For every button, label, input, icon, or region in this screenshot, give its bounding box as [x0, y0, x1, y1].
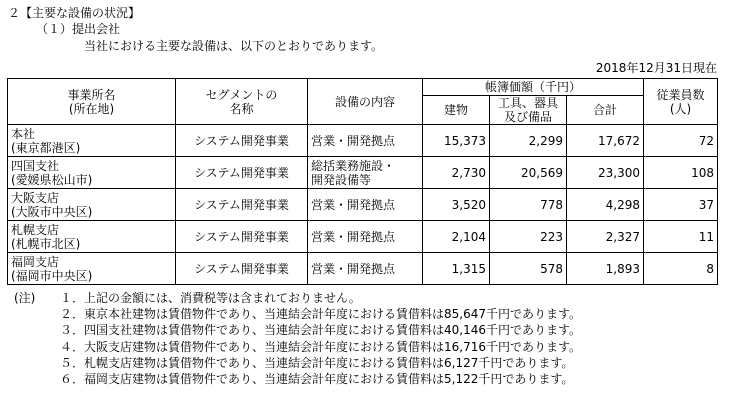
- header-segment: [176, 79, 308, 125]
- office-location: (東京都港区): [11, 140, 81, 155]
- building-value: 2,104: [423, 221, 490, 253]
- header-employees-label: 従業員数: [656, 87, 705, 102]
- building-value: 2,730: [423, 157, 490, 189]
- equipment-cell: [308, 189, 423, 221]
- note-number: ６．: [60, 371, 85, 386]
- note-text: 大阪支店建物は賃借物件であり、当連結会計年度における賃借料は16,716千円であります。: [84, 339, 582, 354]
- note-text: 四国支社建物は賃借物件であり、当連結会計年度における賃借料は40,146千円であります。: [84, 323, 582, 338]
- office-cell: [8, 253, 176, 285]
- note-text: 上記の金額には、消費税等は含まれておりません。: [84, 291, 361, 305]
- note-item: [14, 290, 581, 306]
- office-name: 本社: [11, 126, 36, 141]
- employees-value: 108: [644, 157, 718, 189]
- header-equipment: 設備の内容: [308, 79, 423, 125]
- employees-value: 8: [644, 253, 718, 285]
- intro-text: 当社における主要な設備は、以下のとおりであります。: [84, 39, 384, 53]
- table-row: [8, 157, 718, 189]
- header-segment-sub: 名称: [229, 101, 254, 116]
- equipment-line-2: 開発設備等: [311, 172, 372, 187]
- note-number: ２．: [60, 307, 85, 322]
- segment-cell: システム開発事業: [176, 221, 308, 253]
- segment-cell: システム開発事業: [176, 157, 308, 189]
- header-total: 合計: [567, 96, 644, 125]
- note-text: 福岡支店建物は賃借物件であり、当連結会計年度における賃借料は5,122千円であります。: [84, 371, 574, 386]
- office-name: 四国支社: [11, 158, 60, 173]
- as-of-date: 2018年12月31日現在: [595, 61, 717, 75]
- office-location: (福岡市中央区): [11, 268, 93, 283]
- office-name: 大阪支店: [11, 190, 60, 205]
- segment-cell: システム開発事業: [176, 253, 308, 285]
- note-item: [14, 355, 581, 371]
- employees-value: 72: [644, 125, 718, 157]
- note-text: 東京本社建物は賃借物件であり、当連結会計年度における賃借料は85,647千円であります。: [84, 307, 582, 322]
- facilities-table: [7, 78, 718, 285]
- note-text: 札幌支店建物は賃借物件であり、当連結会計年度における賃借料は6,127千円であります。: [84, 355, 574, 370]
- tools-value: 223: [490, 221, 567, 253]
- equipment-line-1: 営業・開発拠点: [311, 133, 396, 148]
- equipment-cell: [308, 253, 423, 285]
- total-value: 1,893: [567, 253, 644, 285]
- equipment-cell: [308, 125, 423, 157]
- note-number: ５．: [60, 355, 85, 370]
- employees-value: 11: [644, 221, 718, 253]
- note-item: [14, 322, 581, 338]
- header-building: 建物: [423, 96, 490, 125]
- header-tools: [490, 96, 567, 125]
- building-value: 3,520: [423, 189, 490, 221]
- office-name: 札幌支店: [11, 222, 60, 237]
- total-value: 2,327: [567, 221, 644, 253]
- table-row: [8, 125, 718, 157]
- tools-value: 578: [490, 253, 567, 285]
- building-value: 1,315: [423, 253, 490, 285]
- equipment-cell: [308, 221, 423, 253]
- header-segment-label: セグメントの: [205, 87, 278, 102]
- note-number: ４．: [60, 339, 85, 354]
- employees-value: 37: [644, 189, 718, 221]
- total-value: 23,300: [567, 157, 644, 189]
- office-cell: [8, 189, 176, 221]
- office-cell: [8, 157, 176, 189]
- office-location: (札幌市北区): [11, 236, 81, 251]
- header-employees-sub: (人): [669, 101, 692, 116]
- table-row: [8, 253, 718, 285]
- equipment-line-1: 総括業務施設・: [311, 158, 396, 173]
- subsection-title: （１）提出会社: [36, 22, 121, 36]
- note-number: ３．: [60, 323, 85, 338]
- equipment-line-1: 営業・開発拠点: [311, 261, 396, 276]
- total-value: 17,672: [567, 125, 644, 157]
- office-cell: [8, 125, 176, 157]
- header-tools-sub: 及び備品: [503, 110, 552, 124]
- header-office-sub: (所在地): [68, 101, 115, 116]
- header-office-label: 事業所名: [67, 87, 116, 102]
- note-item: [14, 306, 581, 322]
- segment-cell: システム開発事業: [176, 189, 308, 221]
- section-title: ２【主要な設備の状況】: [8, 6, 141, 20]
- header-book-value: 帳簿価額（千円）: [423, 79, 644, 96]
- header-office: [8, 79, 176, 125]
- note-item: [14, 339, 581, 355]
- office-name: 福岡支店: [11, 254, 60, 269]
- tools-value: 20,569: [490, 157, 567, 189]
- note-item: [14, 371, 581, 387]
- header-employees: [644, 79, 718, 125]
- table-row: [8, 221, 718, 253]
- tools-value: 2,299: [490, 125, 567, 157]
- office-cell: [8, 221, 176, 253]
- tools-value: 778: [490, 189, 567, 221]
- equipment-line-1: 営業・開発拠点: [311, 229, 396, 244]
- equipment-cell: [308, 157, 423, 189]
- equipment-line-1: 営業・開発拠点: [311, 197, 396, 212]
- note-number: １．: [60, 291, 85, 305]
- note-marker: (注): [14, 291, 36, 305]
- office-location: (大阪市中央区): [11, 204, 93, 219]
- table-row: [8, 189, 718, 221]
- header-tools-label: 工具、器具: [497, 96, 558, 110]
- office-location: (愛媛県松山市): [11, 172, 93, 187]
- total-value: 4,298: [567, 189, 644, 221]
- notes-section: [14, 290, 581, 387]
- segment-cell: システム開発事業: [176, 125, 308, 157]
- building-value: 15,373: [423, 125, 490, 157]
